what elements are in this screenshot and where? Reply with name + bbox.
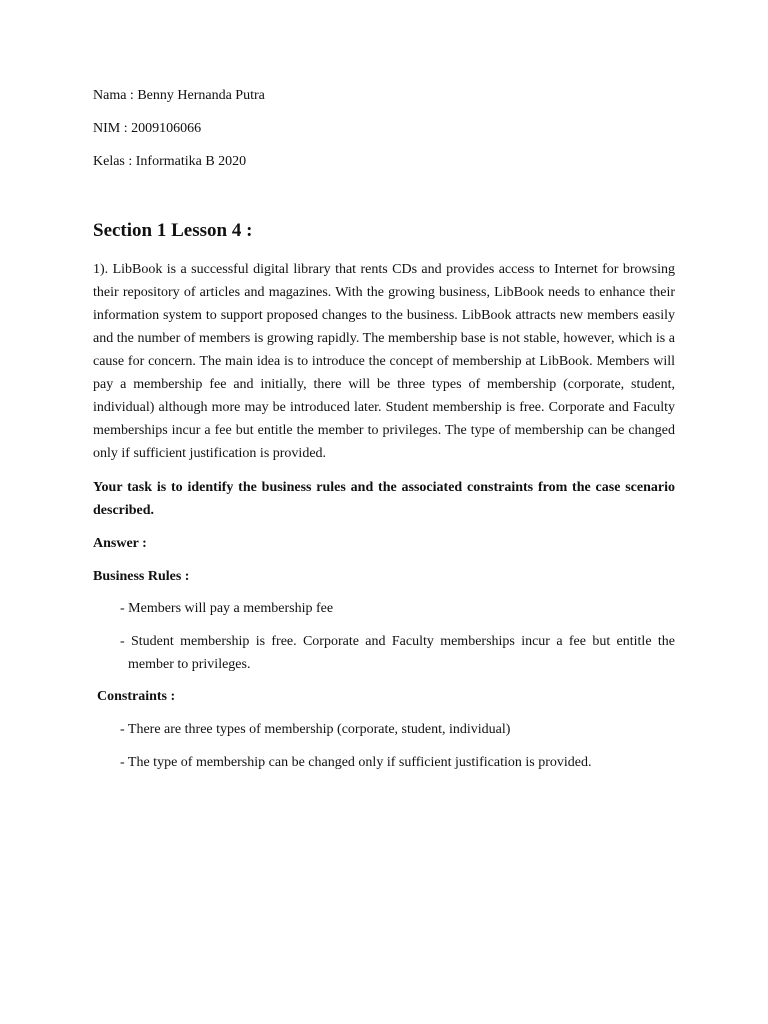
constraint-item: - There are three types of membership (corporate, student, individual) bbox=[120, 722, 511, 737]
business-rule-item: - Student membership is free. Corporate and Faculty memberships incur a fee but entitle the member to privileges. bbox=[120, 634, 675, 672]
student-name: Nama : Benny Hernanda Putra bbox=[93, 88, 265, 103]
constraints-label: Constraints : bbox=[97, 689, 176, 704]
task-instruction: Your task is to identify the business rules and the associated constraints from the case scenario described. bbox=[93, 480, 675, 518]
business-rule-item: - Members will pay a membership fee bbox=[120, 601, 334, 616]
constraint-item: - The type of membership can be changed only if sufficient justification is provided. bbox=[120, 755, 592, 770]
business-rules-label: Business Rules : bbox=[93, 569, 190, 584]
student-nim: NIM : 2009106066 bbox=[93, 121, 202, 136]
case-scenario-paragraph: 1). LibBook is a successful digital library that rents CDs and provides access to Internet for browsing their repository of articles and magazines. With the growing business, LibBook needs to enhance their information system to support proposed changes to the business. LibBook attracts new members easily and the number of members is growing rapidly. The membership base is not stable, however, which is a cause for concern. The main idea is to introduce the concept of membership at LibBook. Members will pay a membership fee and initially, there will be three types of membership (corporate, student, individual) although more may be introduced later. Student membership is free. Corporate and Faculty memberships incur a fee but entitle the member to privileges. The type of membership can be changed only if sufficient justification is provided. bbox=[93, 262, 675, 461]
answer-label: Answer : bbox=[93, 536, 147, 551]
student-class: Kelas : Informatika B 2020 bbox=[93, 154, 247, 169]
section-title: Section 1 Lesson 4 : bbox=[93, 220, 253, 241]
